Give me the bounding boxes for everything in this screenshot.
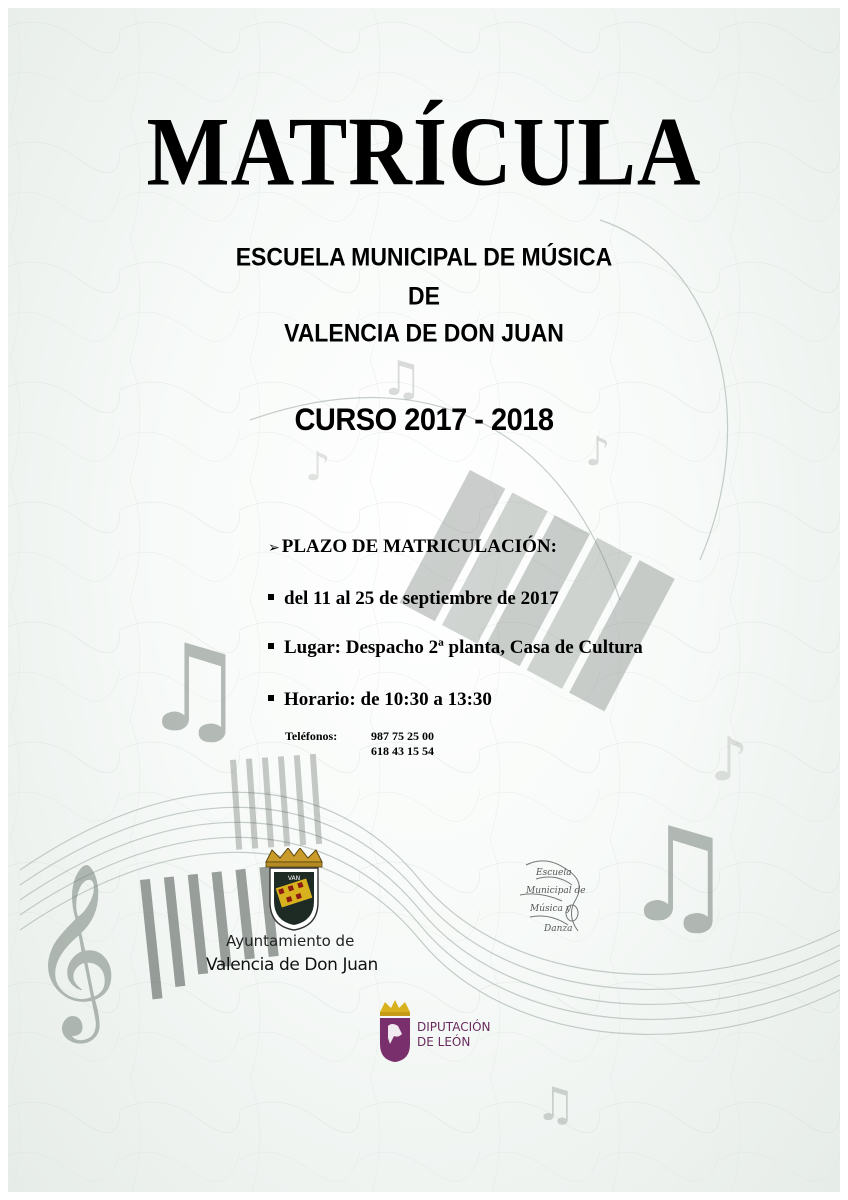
arrow-bullet-icon: ➢ bbox=[268, 540, 280, 556]
crest-text: VAN bbox=[287, 875, 301, 882]
list-item-text: del 11 al 25 de septiembre de 2017 bbox=[284, 588, 559, 609]
diputacion-line-1: DIPUTACIÓN bbox=[417, 1020, 491, 1034]
list-item-location bbox=[268, 637, 643, 659]
page-title: MATRÍCULA bbox=[146, 98, 702, 207]
enrollment-period-heading bbox=[268, 536, 557, 558]
music-note-icon: ♫ bbox=[140, 620, 248, 759]
school-name-line-1: ESCUELA MUNICIPAL DE MÚSICA bbox=[235, 242, 613, 271]
list-item-text: Horario: de 10:30 a 13:30 bbox=[284, 689, 492, 710]
school-logo-icon bbox=[506, 855, 598, 941]
ayuntamiento-line-1: Ayuntamiento de bbox=[226, 932, 355, 950]
square-bullet-icon bbox=[268, 643, 274, 649]
list-item-dates bbox=[268, 588, 559, 610]
school-logo-text-2: Municipal de bbox=[526, 886, 586, 896]
school-name-line-3: VALENCIA DE DON JUAN bbox=[284, 318, 564, 347]
school-name-line-2: DE bbox=[408, 281, 440, 310]
school-logo-text-1: Escuela bbox=[536, 868, 572, 878]
coat-of-arms-icon bbox=[258, 848, 330, 932]
school-logo-text-3: Música y bbox=[530, 904, 571, 914]
svg-text:♫: ♫ bbox=[535, 1077, 577, 1131]
svg-text:♪: ♪ bbox=[585, 429, 611, 475]
diputacion-crest-icon bbox=[376, 998, 414, 1064]
svg-text:♫: ♫ bbox=[620, 799, 737, 951]
phone-number-2: 618 43 15 54 bbox=[371, 744, 434, 758]
treble-clef-icon: 𝄞 bbox=[30, 862, 119, 1036]
svg-text:♪: ♪ bbox=[305, 444, 331, 490]
phone-number-1: 987 75 25 00 bbox=[371, 729, 434, 743]
diputacion-line-2: DE LEÓN bbox=[417, 1035, 471, 1049]
list-item-hours bbox=[268, 689, 492, 711]
list-item-text: Lugar: Despacho 2ª planta, Casa de Cultura bbox=[284, 637, 643, 658]
phones-label: Teléfonos: bbox=[285, 729, 338, 743]
square-bullet-icon bbox=[268, 594, 274, 600]
course-year: CURSO 2017 - 2018 bbox=[294, 402, 554, 438]
diputacion-logo-text bbox=[417, 1020, 491, 1050]
svg-text:♪: ♪ bbox=[710, 725, 749, 795]
school-logo-text-4: Danza bbox=[544, 924, 573, 934]
ayuntamiento-line-2: Valencia de Don Juan bbox=[206, 955, 378, 975]
svg-text:♫: ♫ bbox=[380, 351, 424, 407]
square-bullet-icon bbox=[268, 695, 274, 701]
enrollment-period-label: PLAZO DE MATRICULACIÓN: bbox=[281, 536, 557, 557]
